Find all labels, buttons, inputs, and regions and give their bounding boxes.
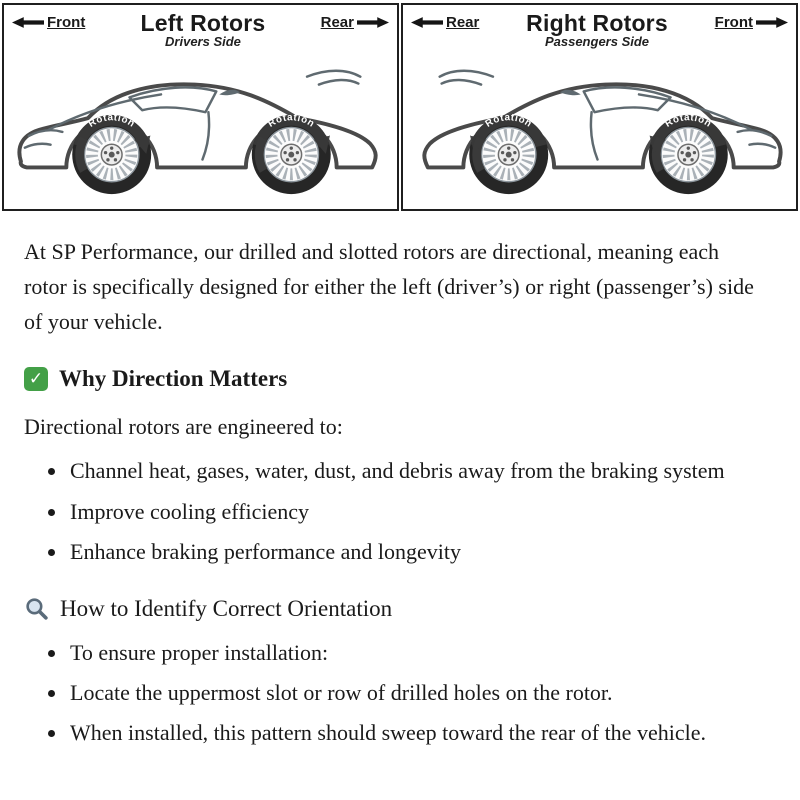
rotation-label: Rotation [663,111,714,130]
list-item: • Locate the uppermost slot or row of drilled holes on the rotor. [68,676,756,709]
left-panel-header [4,5,397,49]
left-rotors-panel [2,3,399,211]
left-panel-titlebox [141,11,266,49]
panel-subtitle: Drivers Side [165,34,241,50]
rotor-direction-diagram [2,3,798,213]
article-body [0,213,790,750]
why-direction-heading [24,366,756,392]
list-item: • To ensure proper installation: [68,636,756,669]
panel-title: Right Rotors [526,10,668,36]
list-item: • When installed, this pattern should sweep toward the rear of the vehicle. [68,716,756,749]
benefits-list [24,454,756,568]
rotation-label: Rotation [266,111,317,130]
front-label: Front [714,14,753,31]
right-rotors-panel [401,3,798,211]
arrow-right-icon [756,17,788,28]
rotation-label: Rotation [483,111,534,130]
front-direction-label [715,14,788,31]
panel-subtitle: Passengers Side [544,34,650,50]
car-illustration-right [403,51,796,199]
identify-heading [24,596,756,622]
list-item: • Channel heat, gases, water, dust, and debris away from the braking system [68,454,756,487]
rear-direction-label [411,14,479,31]
right-panel-header [403,5,796,49]
heading-text: Why Direction Matters [59,366,288,392]
rear-label: Rear [320,14,354,31]
arrow-left-icon [411,17,443,28]
panel-title: Left Rotors [140,10,266,36]
orientation-list [24,636,756,750]
magnifier-icon [24,596,49,621]
lead-text: Directional rotors are engineered to: [24,414,343,440]
list-item: • Improve cooling efficiency [68,495,756,528]
page [0,3,800,800]
right-panel-titlebox [526,11,668,49]
arrow-right-icon [357,17,389,28]
intro-paragraph: At SP Performance, our drilled and slotted rotors are directional, meaning each rotor is specifically designed for either the left (driver’s) or right (passenger’s) side of your vehicle. [24,239,754,334]
rear-label: Rear [446,14,480,31]
heading-text: How to Identify Correct Orientation [60,595,393,621]
front-label: Front [47,14,86,31]
rear-direction-label [321,14,389,31]
arrow-left-icon [12,17,44,28]
car-illustration-left [4,51,397,199]
rotation-label: Rotation [86,111,137,130]
front-direction-label [12,14,85,31]
check-badge-icon: ✓ [24,367,48,391]
list-item: • Enhance braking performance and longevity [68,535,756,568]
